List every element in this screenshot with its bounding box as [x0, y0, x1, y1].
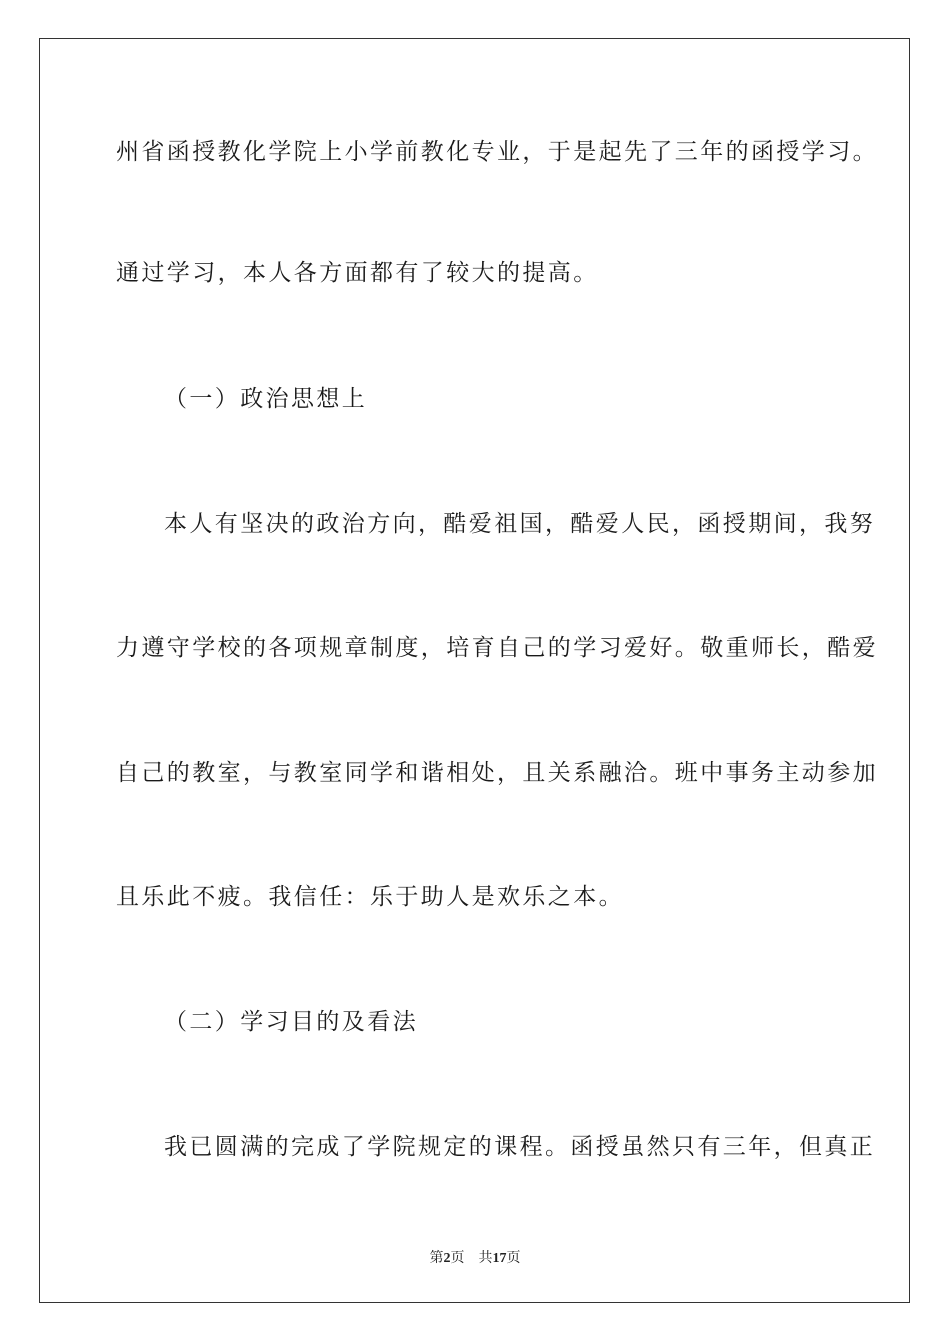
text-line-6: 且乐此不疲。我信任：乐于助人是欢乐之本。 — [116, 884, 624, 910]
total-pages: 17 — [492, 1251, 507, 1266]
text-line-3: 本人有坚决的政治方向，酷爱祖国，酷爱人民，函授期间，我努 — [164, 511, 876, 537]
text-line-4: 力遵守学校的各项规章制度，培育自己的学习爱好。敬重师长，酷爱 — [116, 635, 878, 661]
page-footer — [0, 1247, 950, 1267]
section-heading-1: （一）政治思想上 — [164, 386, 368, 412]
text-line-2: 通过学习，本人各方面都有了较大的提高。 — [116, 260, 599, 286]
text-line-7: 我已圆满的完成了学院规定的课程。函授虽然只有三年，但真正 — [164, 1134, 876, 1160]
text-line-5: 自己的教室，与教室同学和谐相处，且关系融洽。班中事务主动参加 — [116, 760, 878, 786]
section-heading-2: （二）学习目的及看法 — [164, 1009, 418, 1035]
page-border — [39, 38, 910, 1303]
total-prefix: 共 — [478, 1251, 493, 1266]
total-suffix: 页 — [506, 1251, 521, 1266]
page-prefix: 第 — [429, 1251, 444, 1266]
page-suffix: 页 — [450, 1251, 465, 1266]
text-line-1: 州省函授教化学院上小学前教化专业，于是起先了三年的函授学习。 — [116, 139, 878, 165]
page-number: 2 — [443, 1251, 451, 1266]
